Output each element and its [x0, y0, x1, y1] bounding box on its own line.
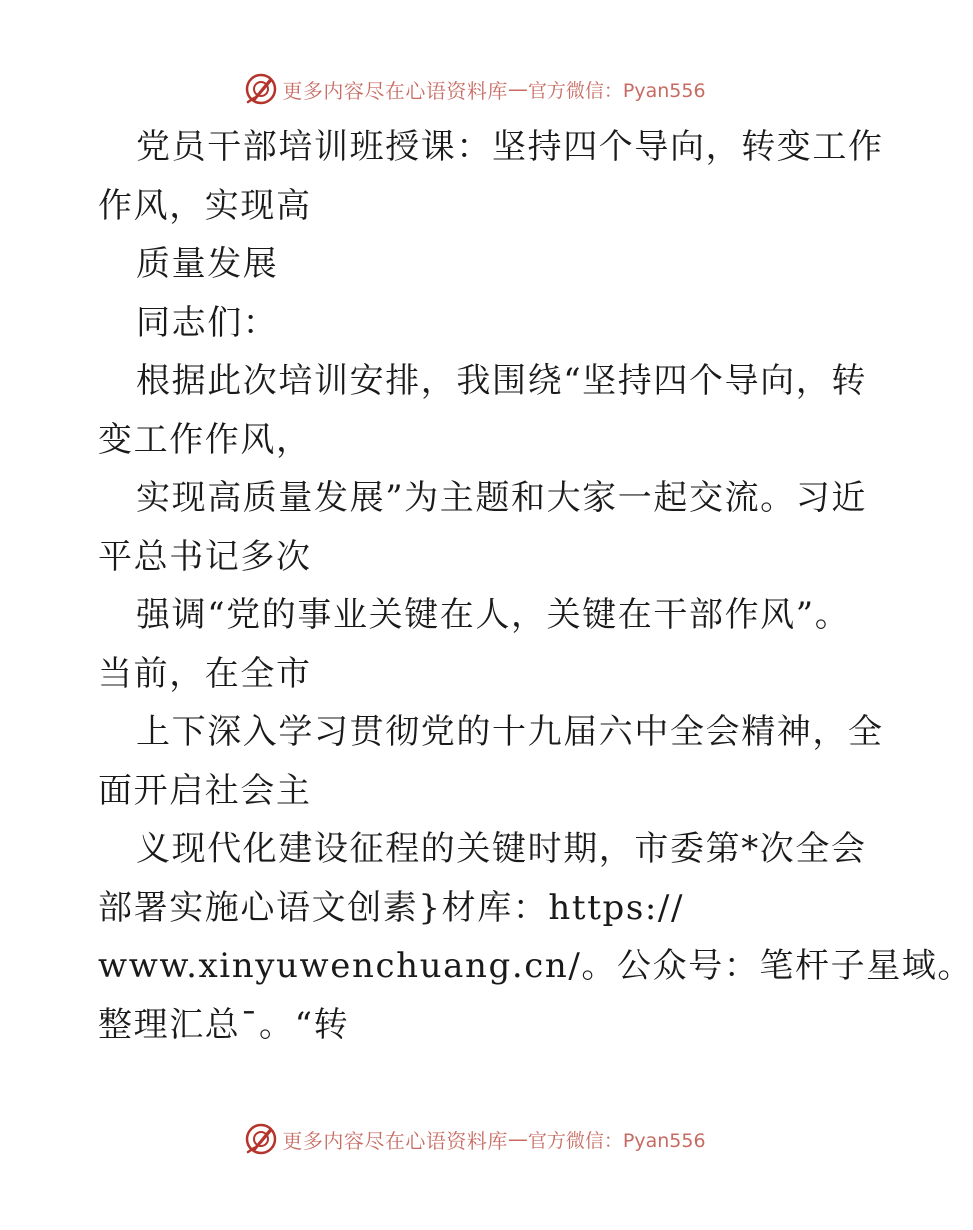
doc-line: 上下深入学习贯彻党的十九届六中全会精神，全 — [136, 712, 884, 752]
doc-line: 根据此次培训安排，我围绕“坚持四个导向，转 — [136, 361, 867, 401]
doc-line: 党员干部培训班授课：坚持四个导向，转变工作 — [136, 127, 884, 167]
doc-line: 整理汇总¯。“转 — [98, 1004, 350, 1045]
doc-line: 变工作作风， — [98, 419, 312, 460]
header-banner — [0, 72, 950, 106]
doc-line: 实现高质量发展”为主题和大家一起交流。习近 — [136, 478, 867, 518]
footer-banner-separator: — — [507, 1127, 528, 1151]
doc-line: 平总书记多次 — [98, 536, 312, 577]
doc-line: 当前，在全市 — [98, 653, 312, 694]
footer-banner — [0, 1122, 950, 1156]
quill-logo-icon — [244, 72, 278, 106]
document-body — [98, 118, 973, 1054]
header-banner-text: 更多内容尽在心语资料库 — [282, 78, 508, 103]
doc-line: 强调“党的事业关键在人，关键在干部作风”。 — [136, 595, 851, 635]
doc-line: 作风，实现高 — [98, 185, 312, 226]
doc-line: 义现代化建设征程的关键时期，市委第*次全会 — [136, 829, 867, 869]
doc-line: www.xinyuwenchuang.cn/。公众号：笔杆子星域。 — [98, 946, 973, 986]
footer-banner-text: 更多内容尽在心语资料库 — [282, 1128, 508, 1153]
header-banner-separator: — — [507, 77, 528, 101]
quill-logo-icon — [244, 1122, 278, 1156]
doc-line: 部署实施心语文创素}材库：https:// — [98, 887, 685, 928]
doc-line: 质量发展 — [136, 244, 279, 284]
footer-banner-wechat: 官方微信：Pyan556 — [527, 1129, 706, 1152]
header-banner-wechat: 官方微信：Pyan556 — [527, 79, 706, 102]
doc-line: 同志们： — [136, 302, 279, 343]
doc-line: 面开启社会主 — [98, 770, 312, 811]
